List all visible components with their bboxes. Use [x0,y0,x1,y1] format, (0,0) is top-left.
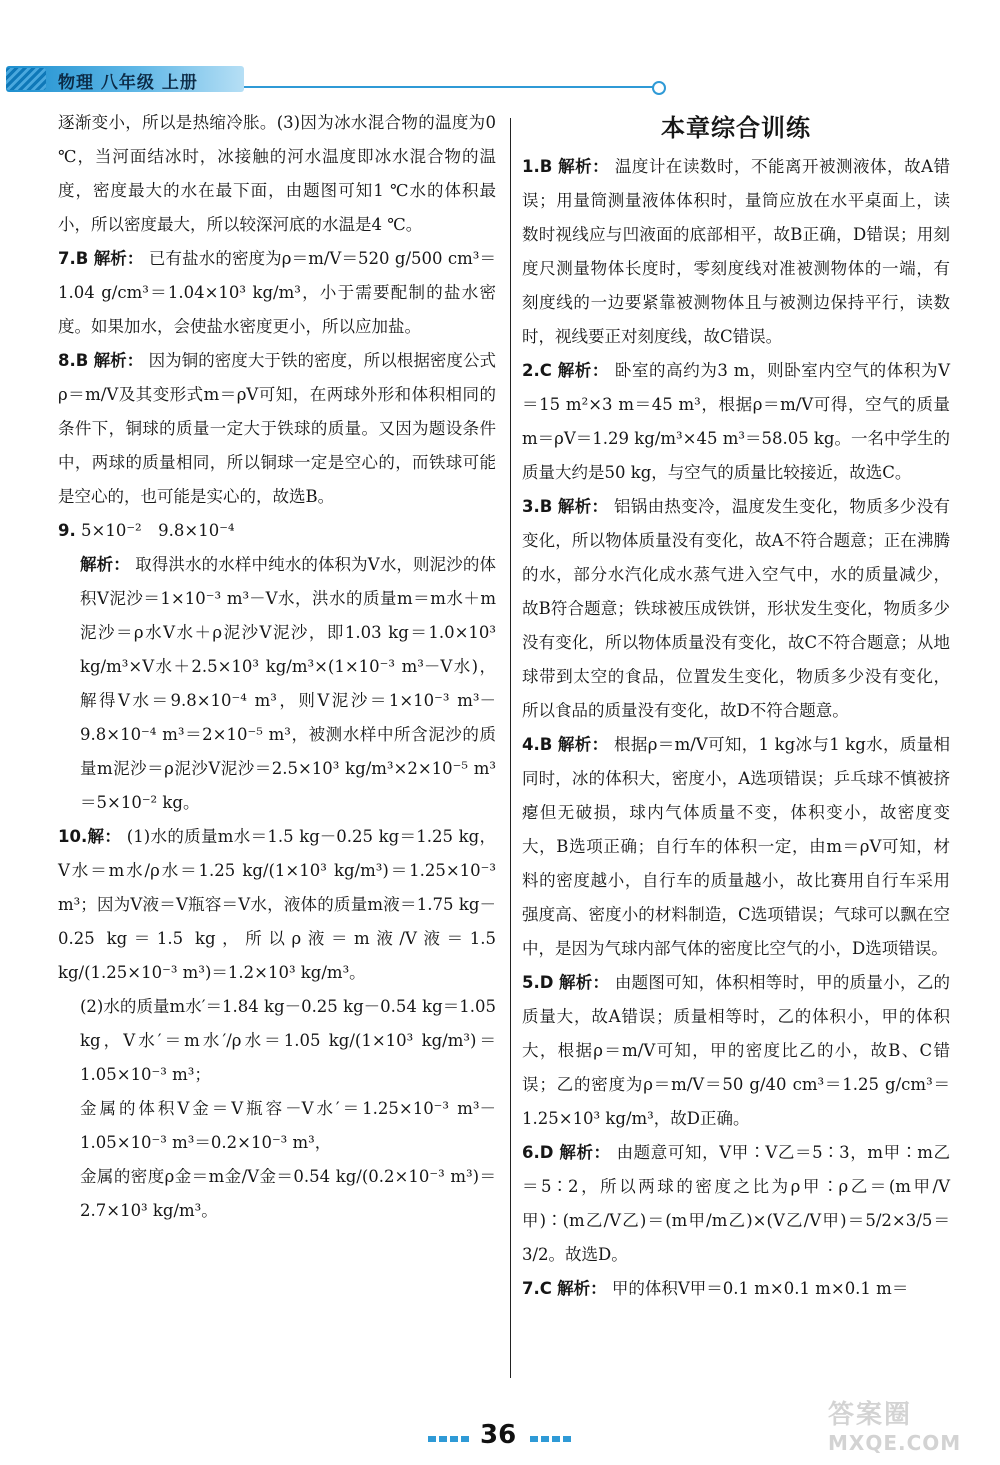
header-decoration [6,68,46,90]
item-text: 已有盐水的密度为ρ＝m/V＝520 g/500 cm³＝1.04 g/cm³＝1.04×10³ kg/m³，小于需要配制的盐水密度。如果加水，会使盐水密度更小，所以应加盐。 [58,249,496,336]
item-number: 8.B [58,351,89,370]
item-text: 金属的密度ρ金＝m金/V金＝0.54 kg/(0.2×10⁻³ m³)＝2.7×10³ kg/m³。 [80,1167,496,1220]
answer-item-10 [58,820,496,990]
item-text: 卧室的高约为3 m，则卧室内空气的体积为V＝15 m²×3 m＝45 m³，根据ρ＝m/V可得，空气的质量m＝ρV＝1.29 kg/m³×45 m³＝58.05 kg。一名中学生的质量大约是50 kg，与空气的质量比较接近，故选C。 [522,361,950,482]
footer-bar-right [530,1436,574,1442]
right-column [522,106,950,1306]
item-text: (2)水的质量m水′＝1.84 kg－0.25 kg－0.54 kg＝1.05 kg，V水′＝m水′/ρ水＝1.05 kg/(1×10³ kg/m³)＝1.05×10⁻³ m³； [80,997,496,1084]
item-text: 金属的体积V金＝V瓶容－V水′＝1.25×10⁻³ m³－1.05×10⁻³ m³＝0.2×10⁻³ m³， [80,1099,496,1152]
answer-item-10-metal-volume [58,1092,496,1160]
item-number: 2.C [522,361,552,380]
item-label: 解析： [557,497,609,516]
item-text: 5×10⁻² 9.8×10⁻⁴ [81,521,235,540]
answer-item-6 [522,1136,950,1272]
item-label: 解析： [93,249,144,268]
header-dot-icon [652,81,666,95]
item-label: 解析： [558,157,610,176]
item-label: 解析： [557,1279,607,1298]
column-divider [510,118,511,1378]
answer-item-8 [58,344,496,514]
item-text: 温度计在读数时，不能离开被测液体，故A错误；用量筒测量液体体积时，量筒应放在水平桌面上，读数时视线应与凹液面的底部相平，故B正确，D错误；用刻度尺测量物体长度时，零刻度线对准被测物体的一端，有刻度线的一边要紧靠被测物体且与被测边保持平行，读数时，视线要正对刻度线，故C错误。 [522,157,951,346]
item-text: 根据ρ＝m/V可知，1 kg冰与1 kg水，质量相同时，冰的体积大，密度小，A选项错误；乒乓球不慎被挤瘪但无破损，球内气体质量不变，体积变小，故密度变大，B选项正确；自行车的体积一定，由m＝ρV可知，材料的密度越小，自行车的质量越小，故比赛用自行车采用强度高、密度小的材料制造，C选项错误；气球可以飘在空中，是因为气球内部气体的密度比空气的小，D选项错误。 [522,735,951,958]
answer-item-9 [58,514,496,548]
item-number: 3.B [522,497,553,516]
item-text: 铝锅由热变冷，温度发生变化，物质多少没有变化，所以物体质量没有变化，故A不符合题意；正在沸腾的水，部分水汽化成水蒸气进入空气中，水的质量减少，故B符合题意；铁球被压成铁饼，形状发生变化，物质多少没有变化，所以物体质量没有变化，故C不符合题意；从地球带到太空的食品，位置发生变化，物质多少没有变化，所以食品的质量没有变化，故D不符合题意。 [522,497,951,720]
item-number: 1.B [522,157,553,176]
answer-item-10-metal-density [58,1160,496,1228]
footer-bar-left [428,1436,472,1442]
answer-item-1 [522,150,950,354]
item-label: 解析： [80,555,130,574]
item-number: 5.D [522,973,554,992]
item-text: 因为铜的密度大于铁的密度，所以根据密度公式ρ＝m/V及其变形式m＝ρV可知，在两球外形和体积相同的条件下，铜球的质量一定大于铁球的质量。又因为题设条件中，两球的质量相同，所以铜球一定是空心的，而铁球可能是空心的，也可能是实心的，故选B。 [58,351,496,506]
item-number: 7.B [58,249,89,268]
item-label: 解析： [557,361,609,380]
item-number: 9. [58,521,76,540]
page-header [0,56,1000,96]
item-number: 10.解： [58,827,122,846]
answer-item-7c [522,1272,950,1306]
answer-item-4 [522,728,950,966]
item-text: 甲的体积V甲＝0.1 m×0.1 m×0.1 m＝ [611,1279,909,1298]
item-text: 由题意可知，V甲∶V乙＝5∶3，m甲∶m乙＝5∶2，所以两球的密度之比为ρ甲∶ρ乙＝(m甲/V甲)∶(m乙/V乙)＝(m甲/m乙)×(V乙/V甲)＝5/2×3/5＝3/2。故选D。 [522,1143,951,1264]
item-text: 由题图可知，体积相等时，甲的质量小，乙的质量大，故A错误；质量相等时，乙的体积小，甲的体积大，根据ρ＝m/V可知，甲的密度比乙的小，故B、C错误；乙的密度为ρ＝m/V＝50 g/40 cm³＝1.25 g/cm³＝1.25×10³ kg/m³，故D正确。 [522,973,951,1128]
item-text: (1)水的质量m水＝1.5 kg－0.25 kg＝1.25 kg，V水＝m水/ρ水＝1.25 kg/(1×10³ kg/m³)＝1.25×10⁻³ m³；因为V液＝V瓶容＝V水，液体的质量m液＝1.75 kg－0.25 kg＝1.5 kg，所以ρ液＝m液/V液＝1.5 kg/(1.25×10⁻³ m³)＝1.2×10³ kg/m³。 [58,827,497,982]
left-column [58,106,496,1228]
item-label: 解析： [93,351,144,370]
section-title: 本章综合训练 [661,114,811,142]
item-label: 解析： [559,1143,611,1162]
answer-item-5 [522,966,950,1136]
item-number: 4.B [522,735,553,754]
item-text: 取得洪水的水样中纯水的体积为V水，则泥沙的体积V泥沙＝1×10⁻³ m³－V水，洪水的质量m＝m水＋m泥沙＝ρ水V水＋ρ泥沙V泥沙，即1.03 kg＝1.0×10³ kg/m³×V水＋2.5×10³ kg/m³×(1×10⁻³ m³－V水)，解得V水＝9.8×10⁻⁴ m³，则V泥沙＝1×10⁻³ m³－9.8×10⁻⁴ m³＝2×10⁻⁵ m³，被测水样中所含泥沙的质量m泥沙＝ρ泥沙V泥沙＝2.5×10³ kg/m³×2×10⁻⁵ m³＝5×10⁻² kg。 [80,555,496,812]
answer-item-2 [522,354,950,490]
watermark-logo-text: 答案圈 [828,1400,913,1430]
watermark-url: MXQE.COM [828,1431,962,1455]
book-title: 物理 八年级 上册 [58,73,198,93]
header-rule [244,86,654,88]
answer-item-10-part2 [58,990,496,1092]
item-label: 解析： [558,973,610,992]
continued-paragraph: 逐渐变小，所以是热缩冷胀。(3)因为冰水混合物的温度为0 ℃，当河面结冰时，冰接触的河水温度即冰水混合物的温度，密度最大的水在最下面，由题图可知1 ℃水的体积最小，所以密度最大，所以较深河底的水温是4 ℃。 [58,113,496,234]
item-number: 7.C [522,1279,552,1298]
page-number: 36 [480,1420,517,1450]
item-label: 解析： [557,735,609,754]
answer-item-7 [58,242,496,344]
watermark [828,1400,988,1462]
item-number: 6.D [522,1143,554,1162]
answer-item-9-analysis [58,548,496,820]
answer-item-3 [522,490,950,728]
